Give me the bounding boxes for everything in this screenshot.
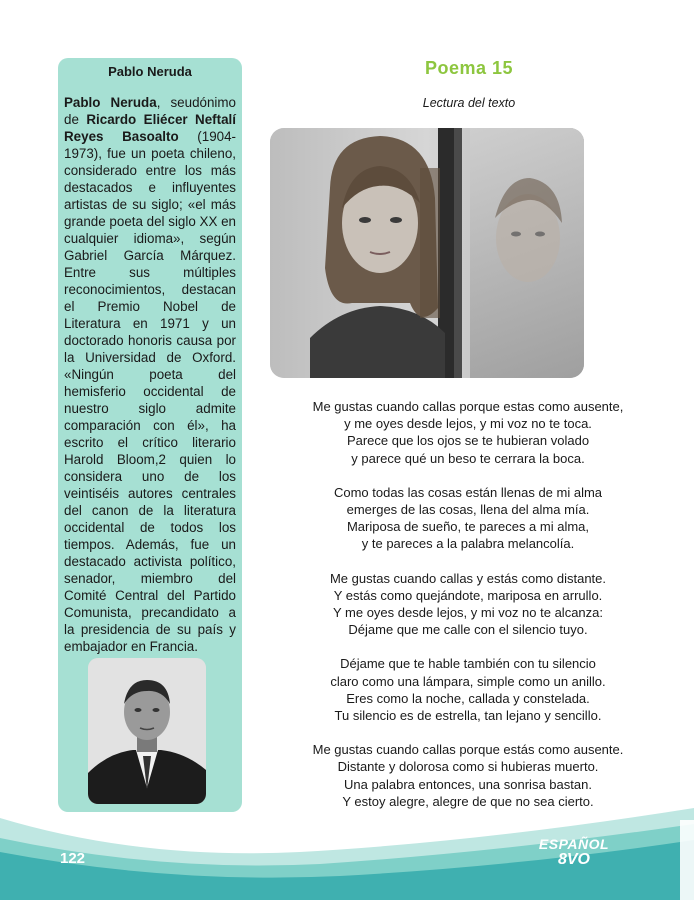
biography-text [64, 94, 236, 655]
poem-title: Poema 15 [424, 58, 514, 78]
poem-line: Distante y dolorosa como si hubieras muerto. [337, 759, 599, 775]
bio-text-2: (1904-1973), fue un poeta chileno, considerado entre los más destacados e influyentes artistas de su siglo; «el más grande poeta del siglo XX en cualquier idioma», según Gabriel García Márquez. Entre sus múltiples reconocimientos, destacan el Premio Nobel de Literatura en 1971 y un doctorado honoris causa por la Universidad de Oxford. «Ningún poeta del hemisferio occidental de nuestro siglo admite comparación con él», ha escrito el crítico literario Harold Bloom,2 quien lo considera uno de los veintiséis autores centrales del canon de la literatura occidental de todos los tiempos. Además, fue un destacado activista político, senador, miembro del Comité Central del Partido Comunista, precandidato a la presidencia de su país y embajador en Francia. [64, 129, 236, 654]
poem-line: claro como una lámpara, simple como un anillo. [330, 673, 606, 689]
stanza-4 [250, 655, 686, 724]
poem-line: Y estás como quejándote, mariposa en arrullo. [333, 587, 603, 603]
poem-line: Una palabra entonces, una sonrisa bastan. [344, 776, 592, 792]
poem-line: Déjame que me calle con el silencio tuyo. [348, 622, 588, 638]
sidebar-title: Pablo Neruda [108, 64, 192, 79]
poem-line: Tu silencio es de estrella, tan lejano y sencillo. [334, 708, 602, 724]
poem-line: Me gustas cuando callas porque estás como ausente. [312, 742, 624, 758]
poem-line: Parece que los ojos se te hubieran volado [346, 433, 590, 449]
poem-line: Y me oyes desde lejos, y mi voz no te alcanza: [332, 605, 603, 621]
subject-brand [536, 836, 612, 868]
woman-window-photo [270, 128, 584, 378]
stanza-2 [250, 484, 686, 553]
poem-line: Mariposa de sueño, te pareces a mi alma, [346, 519, 590, 535]
bio-name: Pablo Neruda [64, 95, 157, 110]
poem-line: Como todas las cosas están llenas de mi alma [333, 484, 603, 500]
poem-body [250, 398, 686, 827]
brand-subject: ESPAÑOL [538, 836, 610, 852]
poem-line: Y estoy alegre, alegre de que no sea cierto. [342, 793, 594, 809]
poem-line: y me oyes desde lejos, y mi voz no te toca. [344, 416, 592, 432]
bio-text-1: , seudónimo de [64, 95, 236, 127]
poem-line: Eres como la noche, callada y constelada. [346, 690, 590, 706]
neruda-portrait [88, 658, 206, 804]
biography-sidebar [58, 58, 242, 812]
bio-real-name: Ricardo Eliécer Neftalí Reyes Basoalto [64, 112, 236, 144]
poem-line: emerges de las cosas, llena del alma mía. [346, 502, 590, 518]
brand-grade: 8VO [557, 851, 590, 868]
poem-line: Déjame que te hable también con tu silencio [340, 656, 596, 672]
stanza-1 [250, 398, 686, 467]
poem-line: y te pareces a la palabra melancolía. [361, 536, 575, 552]
poem-subtitle: Lectura del texto [422, 96, 516, 110]
page-number: 122 [60, 850, 86, 867]
poem-line: Me gustas cuando callas porque estas como ausente, [312, 399, 624, 414]
stanza-3 [250, 570, 686, 639]
poem-line: y parece qué un beso te cerrara la boca. [351, 450, 585, 466]
poem-line: Me gustas cuando callas y estás como distante. [329, 570, 607, 586]
